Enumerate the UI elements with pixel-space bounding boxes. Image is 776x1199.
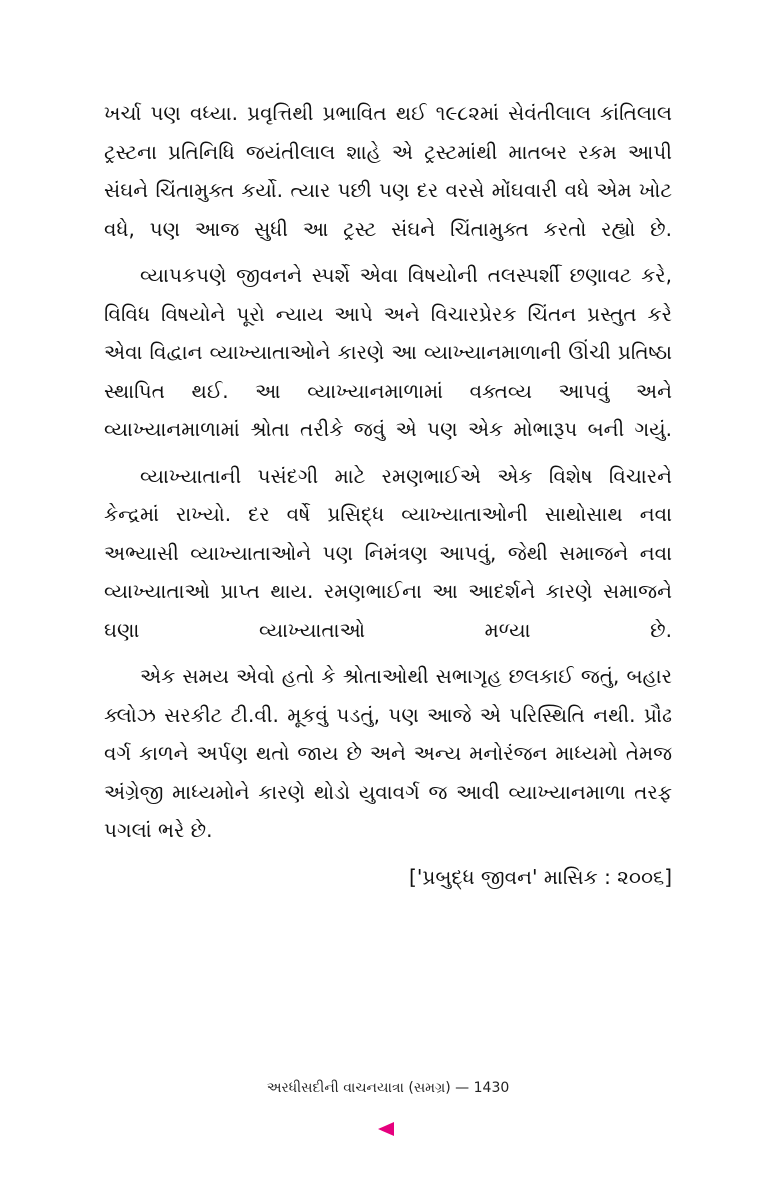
- paragraph-1: ખર્ચા પણ વધ્યા. પ્રવૃત્તિથી પ્રભાવિત થઈ ૧૯૮૨માં સેવંતીલાલ કાંતિલાલ ટ્રસ્ટના પ્રતિનિધિ જયંતીલાલ શાહે એ ટ્રસ્ટમાંથી માતબર રકમ આપી સંઘને ચિંતામુક્ત કર્યો. ત્યાર પછી પણ દર વરસે મોંઘવારી વધે એમ ખોટ વધે, પણ આજ સુધી આ ટ્રસ્ટ સંઘને ચિંતામુક્ત કરતો રહ્યો છે.: [104, 101, 672, 241]
- previous-page-arrow-icon[interactable]: [378, 1122, 394, 1136]
- source-citation: ['પ્રબુદ્ધ જીવન' માસિક : ૨૦૦૬]: [409, 864, 672, 889]
- paragraph-4: એક સમય એવો હતો કે શ્રોતાઓથી સભાગૃહ છલકાઈ જતું, બહાર ક્લોઝ સરકીટ ટી.વી. મૂકવું પડતું, પણ આજે એ પરિસ્થિતિ નથી. પ્રૌઢ વર્ગ કાળને અર્પણ થતો જાય છે અને અન્ય મનોરંજન માધ્યમો તેમજ અંગ્રેજી માધ્યમોને કારણે થોડો યુવાવર્ગ જ આવી વ્યાખ્યાનમાળા તરફ પગલાં ભરે છે.: [104, 664, 672, 842]
- page-footer-running-title: અરધીસદીની વાચનયાત્રા (સમગ્ર) — 1430: [266, 1080, 510, 1096]
- paragraph-2: વ્યાપકપણે જીવનને સ્પર્શે એવા વિષયોની તલસ્પર્શી છણાવટ કરે, વિવિધ વિષયોને પૂરો ન્યાય આપે અને વિચારપ્રેરક ચિંતન પ્રસ્તુત કરે એવા વિદ્વાન વ્યાખ્યાતાઓને કારણે આ વ્યાખ્યાનમાળાની ઊંચી પ્રતિષ્ઠા સ્થાપિત થઈ. આ વ્યાખ્યાનમાળામાં વક્તવ્ય આપવું અને વ્યાખ્યાનમાળામાં શ્રોતા તરીકે જવું એ પણ એક મોભારૂપ બની ગયું.: [104, 263, 672, 441]
- article-body: [104, 94, 672, 896]
- paragraph-3: વ્યાખ્યાતાની પસંદગી માટે રમણભાઈએ એક વિશેષ વિચારને કેન્દ્રમાં રાખ્યો. દર વર્ષે પ્રસિદ્ધ વ્યાખ્યાતાઓની સાથોસાથ નવા અભ્યાસી વ્યાખ્યાતાઓને પણ નિમંત્રણ આપવું, જેથી સમાજને નવા વ્યાખ્યાતાઓ પ્રાપ્ત થાય. રમણભાઈના આ આદર્શને કારણે સમાજને ઘણા વ્યાખ્યાતાઓ મળ્યા છે.: [104, 463, 672, 642]
